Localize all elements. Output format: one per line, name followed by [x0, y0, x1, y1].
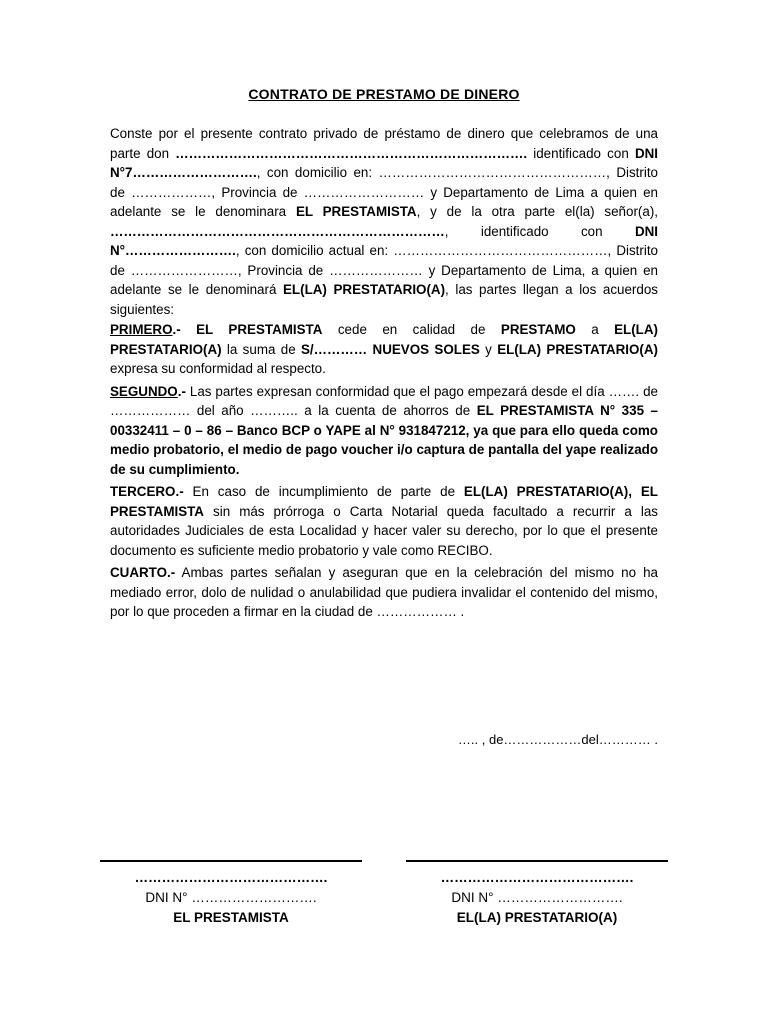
clause-primero: PRIMERO.- EL PRESTAMISTA cede en calidad de PRESTAMO a EL(LA) PRESTATARIO(A) la suma de S/………… NUEVOS SOLES y EL(LA) PRESTATARIO(A) expresa su conformidad al respecto. — [110, 322, 658, 376]
signature-role: EL PRESTAMISTA — [173, 910, 289, 925]
clause-cuarto: CUARTO.- Ambas partes señalan y aseguran que en la celebración del mismo no ha mediado error, dolo de nulidad o anulabilidad que pudiera invalidar el contenido del mismo, por lo que proceden a firmar en la ciudad de ……………… . — [110, 565, 658, 619]
clause-tercero-heading: TERCERO.- — [110, 484, 184, 499]
signature-name-dots: ……………………………………. — [440, 870, 634, 885]
signature-block-lender — [100, 846, 362, 928]
signature-dni: DNI N° ………………………. — [451, 890, 623, 905]
contract-title: CONTRATO DE PRESTAMO DE DINERO — [248, 86, 520, 102]
signature-block-borrower — [406, 846, 668, 928]
clause-primero-heading: PRIMERO — [110, 322, 173, 337]
signature-role: EL(LA) PRESTATARIO(A) — [456, 910, 618, 925]
clause-segundo: SEGUNDO.- Las partes expresan conformidad que el pago empezará desde el día ……. de ……………… del año ……….. a la cuenta de ahorros de EL PRESTAMISTA N° 335 – 00332411 – 0 – 86 – Banco BCP o YAPE al N° 931847212, ya que para ello queda como medio probatorio, el medio de pago voucher i/o captura de pantalla del yape realizado de su cumplimiento. — [110, 383, 658, 477]
signature-dni: DNI N° ………………………. — [145, 890, 317, 905]
signature-line — [406, 860, 668, 862]
signature-line — [100, 860, 362, 862]
signature-name-dots: ……………………………………. — [134, 870, 328, 885]
contract-body — [110, 124, 658, 625]
signature-date-line: ….. , de………………del………… . — [457, 732, 658, 747]
clause-cuarto-heading: CUARTO.- — [110, 565, 176, 580]
clause-tercero: TERCERO.- En caso de incumplimiento de parte de EL(LA) PRESTATARIO(A), EL PRESTAMISTA sin más prórroga o Carta Notarial queda facultado a recurrir a las autoridades Judiciales de esta Localidad y hacer valer su derecho, por lo que el presente documento es suficiente medio probatorio y vale como RECIBO. — [110, 484, 658, 558]
clause-segundo-heading: SEGUNDO — [110, 383, 178, 399]
intro-paragraph: Conste por el presente contrato privado de préstamo de dinero que celebramos de una parte don ……………………………………………………………………. identificado con DNI N°7………………………., con domicilio en: ……………………………………………, Distrito de ………………, Provincia de ……………………… y Departamento de Lima a quien en adelante se le denominara EL PRESTAMISTA, y de la otra parte el(la) señor(a), …………………………………………………………………, identificado con DNI N°……………………., con domicilio actual en: …………………………………………, Distrito de ……………………, Provincia de ………………… y Departamento de Lima, a quien en adelante se le denominará EL(LA) PRESTATARIO(A), las partes llegan a los acuerdos siguientes: — [110, 126, 658, 317]
